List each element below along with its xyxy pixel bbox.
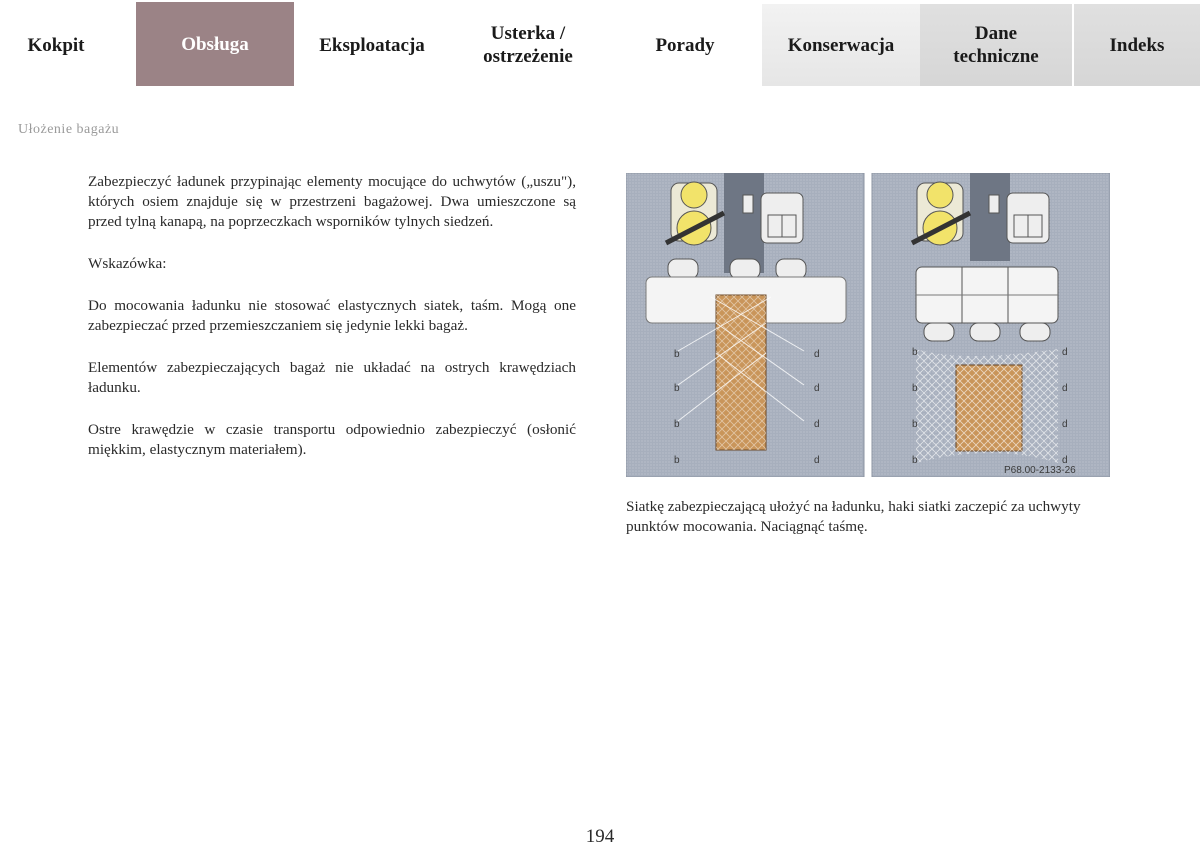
left-text-column xyxy=(88,172,576,482)
tab-porady[interactable]: Porady xyxy=(655,34,715,56)
tab-eksploatacja[interactable]: Eksploatacja xyxy=(319,34,425,56)
paragraph-no-elastic-nets: Do mocowania ładunku nie stosować elastycznych siatek, taśm. Mogą one zabezpieczać przed przemieszczaniem się jedynie lekki bagaż. xyxy=(88,297,576,334)
svg-text:b: b xyxy=(912,455,918,466)
svg-text:d: d xyxy=(814,349,820,360)
svg-text:b: b xyxy=(674,419,680,430)
section-title: Ułożenie bagażu xyxy=(18,122,120,137)
svg-text:b: b xyxy=(674,349,680,360)
svg-text:b: b xyxy=(674,455,680,466)
figure-caption: Siatkę zabezpieczającą ułożyć na ładunku, haki siatki zaczepić za uchwyty punktów mocowania. Naciągnąć taśmę. xyxy=(626,498,1081,535)
cargo-securing-illustration xyxy=(626,173,1110,477)
paragraph-sharp-edges: Elementów zabezpieczających bagaż nie układać na ostrych krawędziach ładunku. xyxy=(88,359,576,396)
tab-konserwacja[interactable]: Konserwacja xyxy=(762,4,920,86)
svg-text:d: d xyxy=(1062,383,1068,394)
svg-text:b: b xyxy=(912,383,918,394)
chapter-tab-bar xyxy=(0,0,1200,92)
page-number: 194 xyxy=(585,826,615,847)
note-heading: Wskazówka: xyxy=(88,255,167,272)
figure-code: P68.00-2133-26 xyxy=(1004,465,1076,476)
svg-text:d: d xyxy=(814,419,820,430)
tab-obsluga[interactable]: Obsługa xyxy=(136,2,294,86)
paragraph-anchoring: Zabezpieczyć ładunek przypinając elementy mocujące do uchwytów („uszu"), których osiem znajduje się w przestrzeni bagażowej. Dwa umieszczone są przed tylną kanapą, na poprzeczkach wsporników tylnych siedzeń. xyxy=(88,173,576,230)
svg-text:b: b xyxy=(674,383,680,394)
svg-text:b: b xyxy=(912,347,918,358)
svg-text:d: d xyxy=(814,383,820,394)
driver-seat-right xyxy=(912,182,970,245)
svg-text:d: d xyxy=(1062,347,1068,358)
driver-seat xyxy=(666,182,724,245)
paragraph-protect-edges: Ostre krawędzie w czasie transportu odpowiednio zabezpieczyć (osłonić miękkim, elastycznym materiałem). xyxy=(88,421,576,458)
left-panel xyxy=(626,173,864,477)
svg-text:b: b xyxy=(912,419,918,430)
svg-text:d: d xyxy=(1062,419,1068,430)
tab-usterka-ostrzezenie[interactable]: Usterka / ostrzeżenie xyxy=(483,23,573,67)
svg-text:d: d xyxy=(814,455,820,466)
tab-dane-techniczne[interactable]: Dane techniczne xyxy=(920,4,1072,86)
svg-text:d: d xyxy=(1062,455,1068,466)
tab-indeks[interactable]: Indeks xyxy=(1074,4,1200,86)
tab-kokpit[interactable]: Kokpit xyxy=(27,34,85,56)
right-panel xyxy=(872,173,1110,477)
